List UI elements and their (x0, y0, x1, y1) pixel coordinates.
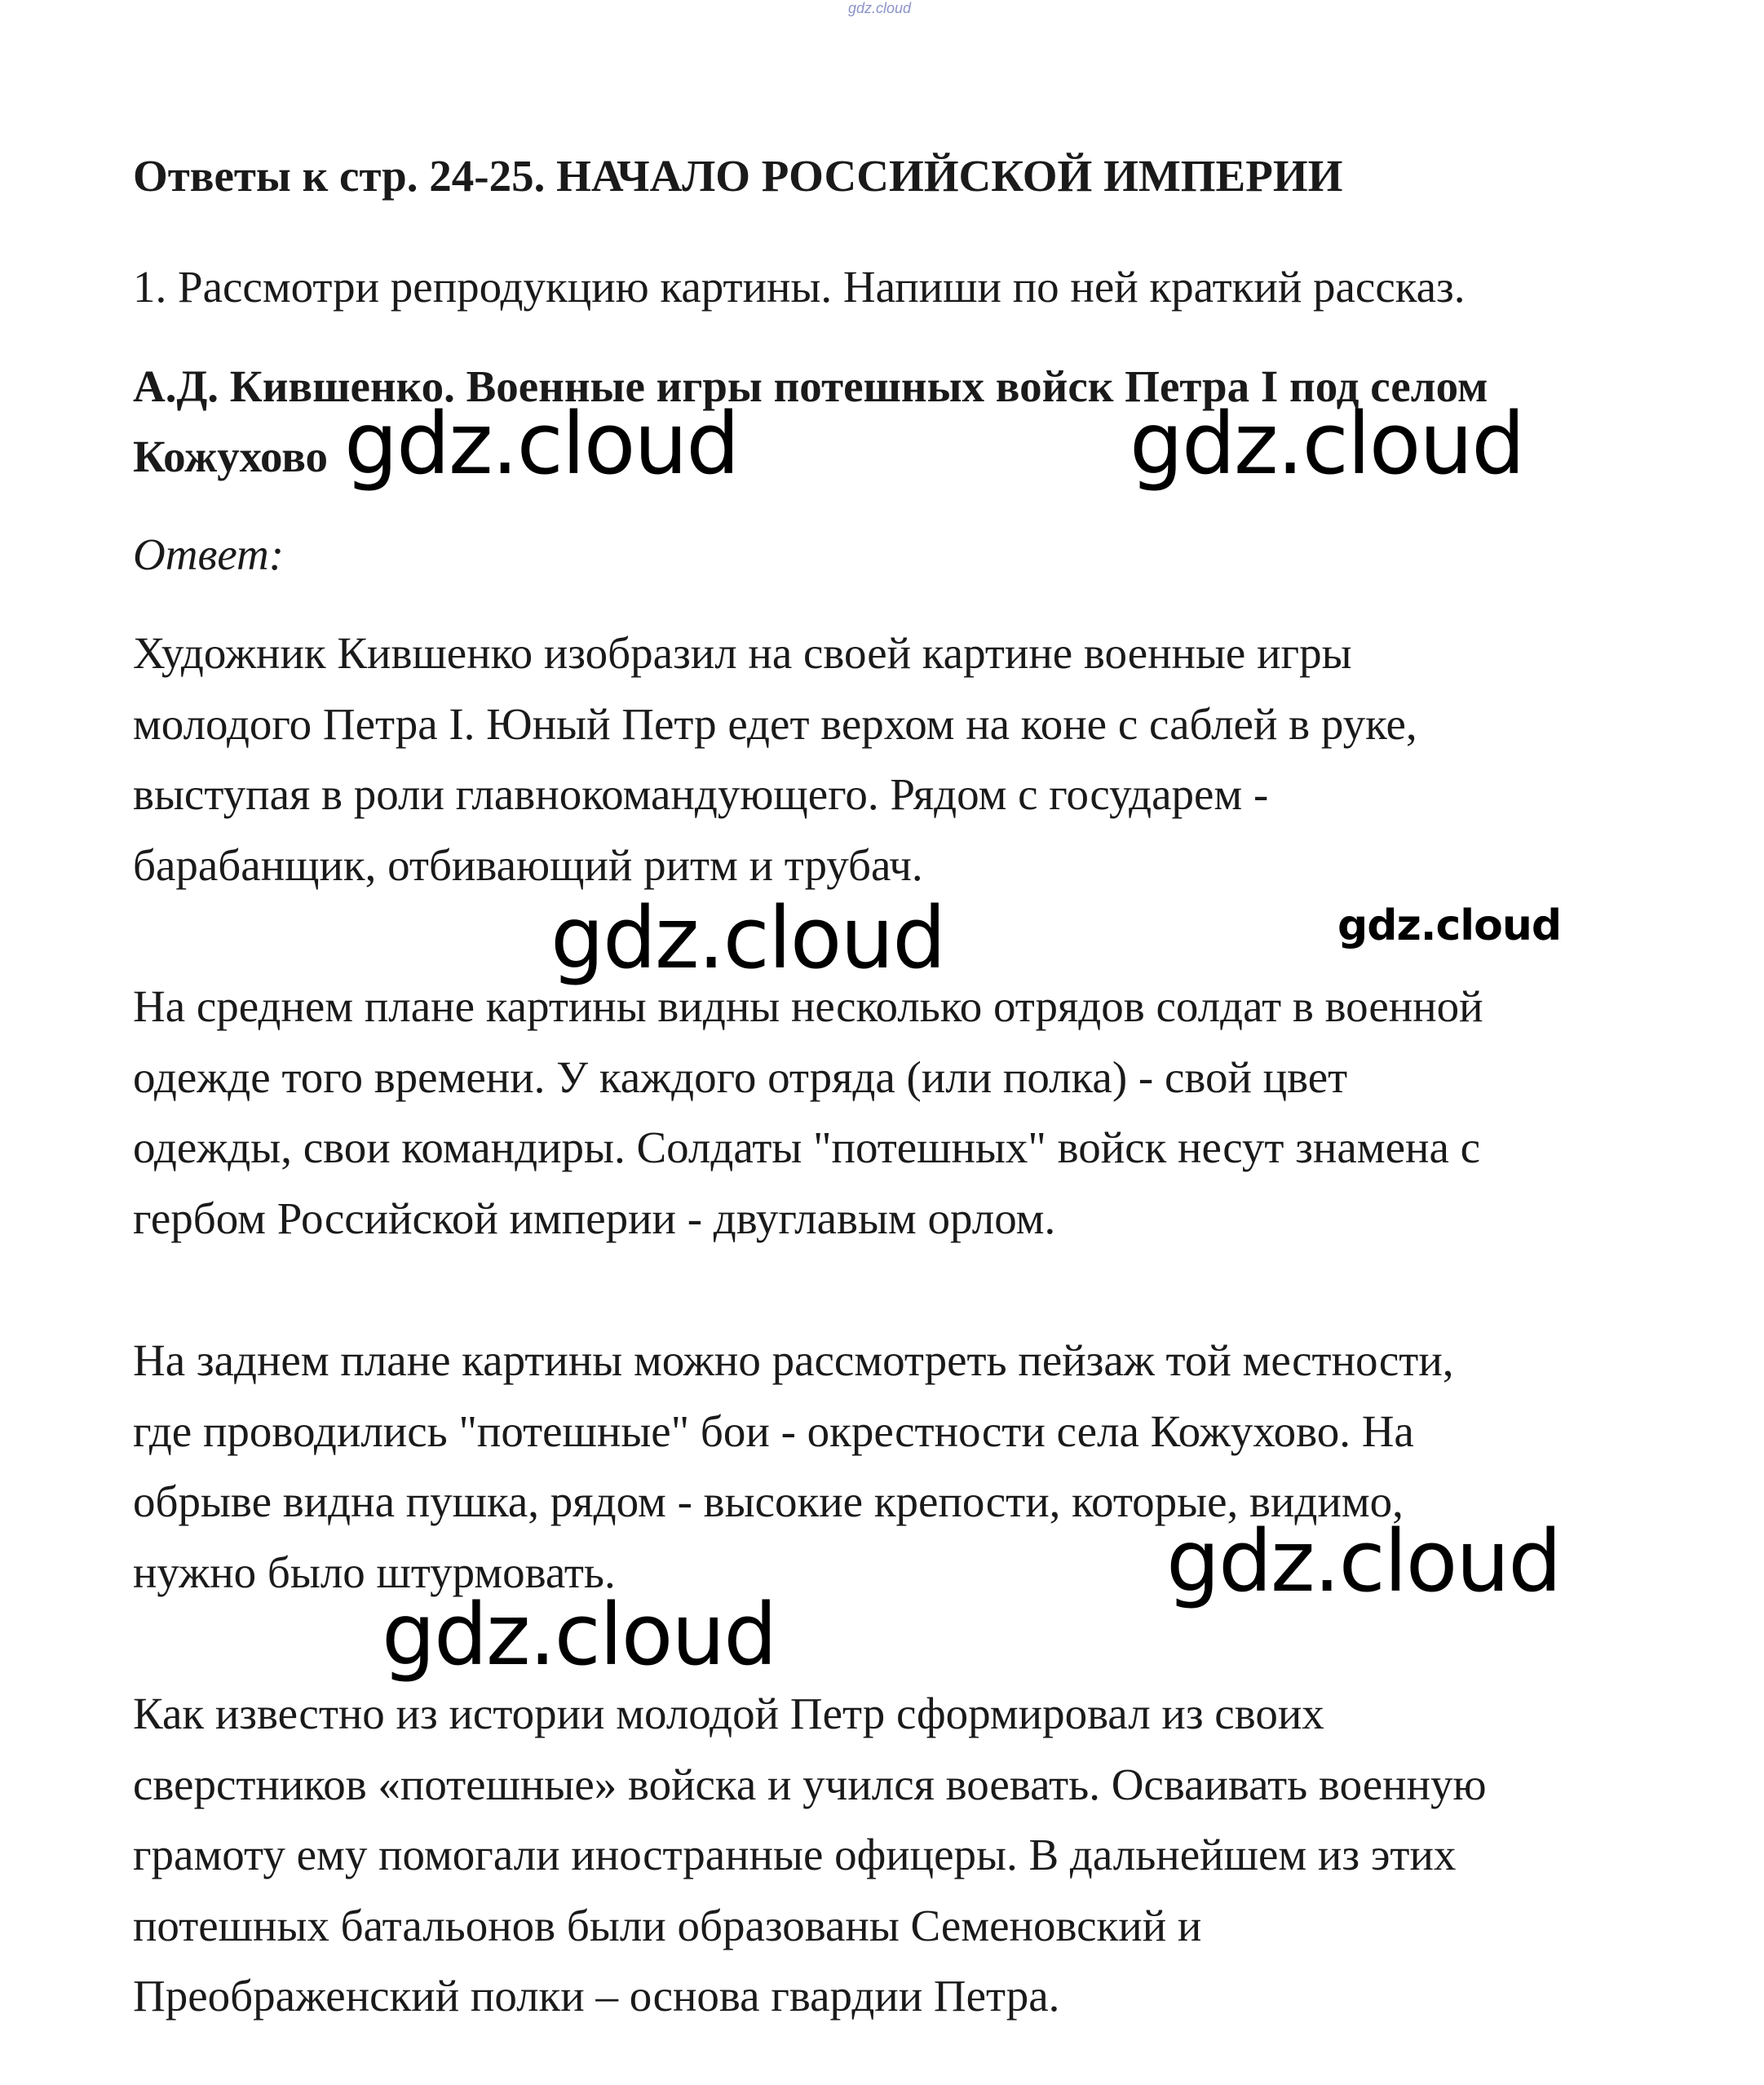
paragraph-1-line-4: барабанщик, отбивающий ритм и трубач. (133, 840, 923, 890)
paragraph-1-line-1: Художник Кившенко изобразил на своей картине военные игры (133, 628, 1352, 678)
paragraph-3-line-3: обрыве видна пушка, рядом - высокие крепости, которые, видимо, (133, 1476, 1404, 1526)
paragraph-1-line-3: выступая в роли главнокомандующего. Рядом с государем - (133, 769, 1269, 819)
painting-title-line-2: Кожухово (133, 432, 329, 481)
paragraph-4-line-2: сверстников «потешные» войска и учился воевать. Осваивать военную (133, 1760, 1487, 1809)
paragraph-4-line-1: Как известно из истории молодой Петр сформировал из своих (133, 1689, 1324, 1738)
paragraph-1-line-2: молодого Петра I. Юный Петр едет верхом на коне с саблей в руке, (133, 699, 1417, 749)
watermark: gdz.cloud (1166, 1512, 1561, 1611)
watermark: gdz.cloud (1130, 394, 1524, 494)
paragraph-4-line-5: Преображенский полки – основа гвардии Петра. (133, 1971, 1060, 2021)
paragraph-3-line-2: где проводились "потешные" бои - окрестности села Кожухово. На (133, 1406, 1414, 1456)
watermark: gdz.cloud (344, 394, 739, 494)
page-title: Ответы к стр. 24-25. НАЧАЛО РОССИЙСКОЙ ИМПЕРИИ (133, 151, 1343, 201)
paragraph-2-line-2: одежде того времени. У каждого отряда (или полка) - свой цвет (133, 1052, 1348, 1102)
painting-title-line-1: А.Д. Кившенко. Военные игры потешных войск Петра I под селом (133, 361, 1488, 411)
paragraph-2-line-1: На среднем плане картины видны несколько отрядов солдат в военной (133, 981, 1483, 1031)
paragraph-3-line-4: нужно было штурмовать. (133, 1547, 616, 1597)
header-watermark: gdz.cloud (848, 0, 912, 16)
watermark: gdz.cloud (382, 1585, 776, 1684)
answer-label: Ответ: (133, 529, 285, 579)
task-text: 1. Рассмотри репродукцию картины. Напиши по ней краткий рассказ. (133, 262, 1466, 312)
paragraph-2-line-4: гербом Российской империи - двуглавым орлом. (133, 1193, 1056, 1243)
paragraph-2-line-3: одежды, свои командиры. Солдаты "потешных" войск несут знамена с (133, 1122, 1481, 1172)
watermark: gdz.cloud (1337, 901, 1562, 950)
paragraph-4-line-3: грамоту ему помогали иностранные офицеры. В дальнейшем из этих (133, 1830, 1457, 1879)
paragraph-4-line-4: потешных батальонов были образованы Семеновский и (133, 1901, 1202, 1950)
watermark: gdz.cloud (550, 888, 945, 988)
paragraph-3-line-1: На заднем плане картины можно рассмотреть пейзаж той местности, (133, 1335, 1454, 1385)
